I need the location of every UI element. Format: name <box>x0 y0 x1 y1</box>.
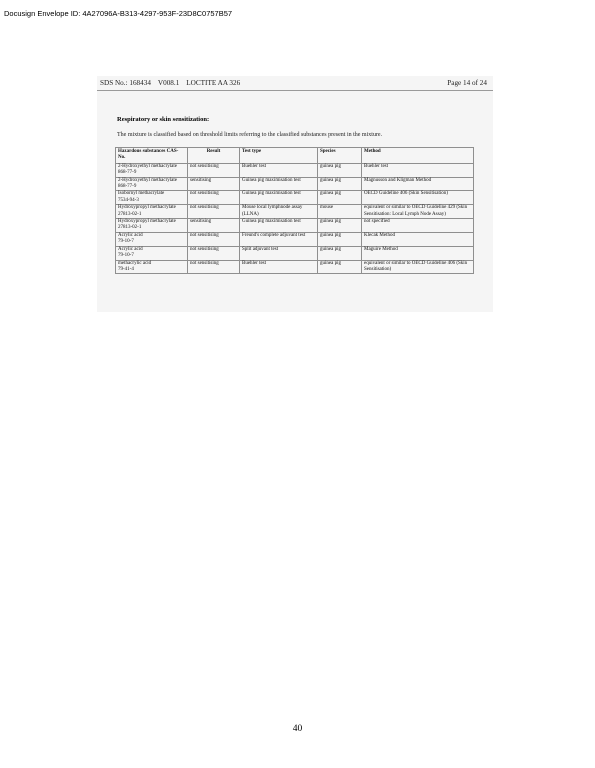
substance-name: 2-Hydroxyethyl methacrylate <box>118 163 178 169</box>
cell-method: equivalent or similar to OECD Guideline 429 (Skin Sensitisation: Local Lymph Node Assay) <box>362 205 474 219</box>
table-row <box>116 191 474 205</box>
cell-substance <box>116 260 188 274</box>
substance-name: Isobornyl methacrylate <box>118 191 165 197</box>
cell-result: not sensitising <box>188 246 240 260</box>
cell-method: Klecak Method <box>362 232 474 246</box>
cell-substance <box>116 163 188 177</box>
table-header-row <box>116 148 474 164</box>
cell-result: not sensitising <box>188 232 240 246</box>
cell-species: mouse <box>318 205 362 219</box>
cell-species: guinea pig <box>318 191 362 205</box>
cell-species: guinea pig <box>318 177 362 191</box>
cell-test-type: Freund's complete adjuvant test <box>240 232 318 246</box>
sensitization-table <box>115 147 474 274</box>
cell-method: Buehler test <box>362 163 474 177</box>
page-header <box>97 76 493 91</box>
cas-number: 27813-02-1 <box>118 211 142 217</box>
table-row <box>116 163 474 177</box>
cell-species: guinea pig <box>318 163 362 177</box>
table-row <box>116 205 474 219</box>
cell-test-type: Split adjuvant test <box>240 246 318 260</box>
cas-number: 27813-02-1 <box>118 225 142 231</box>
cell-result: not sensitising <box>188 191 240 205</box>
cell-substance <box>116 205 188 219</box>
substance-name: Acrylic acid <box>118 246 143 252</box>
cell-species: guinea pig <box>318 232 362 246</box>
cell-test-type: Buehler test <box>240 163 318 177</box>
cell-result: not sensitising <box>188 163 240 177</box>
cell-species: guinea pig <box>318 246 362 260</box>
substance-name: Acrylic acid <box>118 232 143 238</box>
cell-test-type: Guinea pig maximisation test <box>240 219 318 233</box>
col-header-method: Method <box>362 148 474 164</box>
table-row <box>116 232 474 246</box>
table-row <box>116 177 474 191</box>
cell-result: sensitising <box>188 177 240 191</box>
version: V008.1 <box>157 79 180 87</box>
cell-test-type: Buehler test <box>240 260 318 274</box>
cas-number: 868-77-9 <box>118 184 137 190</box>
cas-number: 868-77-9 <box>118 170 137 176</box>
cell-method: not specified <box>362 219 474 233</box>
cell-substance <box>116 246 188 260</box>
cell-substance <box>116 191 188 205</box>
cas-number: 79-41-4 <box>118 266 134 272</box>
section-title: Respiratory or skin sensitization: <box>117 116 210 123</box>
substance-name: Hydroxypropyl methacrylate <box>118 219 176 225</box>
cas-number: 7534-94-3 <box>118 197 139 203</box>
cell-result: not sensitising <box>188 205 240 219</box>
cell-substance <box>116 177 188 191</box>
cell-substance <box>116 219 188 233</box>
cell-species: guinea pig <box>318 219 362 233</box>
col-header-test-type: Test type <box>240 148 318 164</box>
cell-method: Maguire Method <box>362 246 474 260</box>
cell-test-type: Guinea pig maximisation test <box>240 191 318 205</box>
substance-name: methacrylic acid <box>118 260 152 266</box>
product-name: LOCTITE AA 326 <box>186 79 241 87</box>
cell-result: not sensitising <box>188 260 240 274</box>
sds-number: SDS No.: 168434 <box>100 79 151 87</box>
table-row <box>116 219 474 233</box>
cas-number: 79-10-7 <box>118 239 134 245</box>
substance-name: Hydroxypropyl methacrylate <box>118 205 176 211</box>
col-header-substance: Hazardous substances CAS-No. <box>116 148 188 164</box>
substance-name: 2-Hydroxyethyl methacrylate <box>118 177 178 183</box>
cell-result: sensitising <box>188 219 240 233</box>
col-header-species: Species <box>318 148 362 164</box>
section-intro: The mixture is classified based on threshold limits referring to the classified substances present in the mixture. <box>117 132 383 138</box>
cell-test-type: Guinea pig maximisation test <box>240 177 318 191</box>
document-page <box>97 76 493 312</box>
page-number: 40 <box>292 724 303 734</box>
cell-method: OECD Guideline 406 (Skin Sensitisation) <box>362 191 474 205</box>
envelope-id: Docusign Envelope ID: 4A27096A-B313-4297-953F-23D8C0757B57 <box>4 9 233 18</box>
page-indicator: Page 14 of 24 <box>447 79 487 87</box>
cell-method: equivalent or similar to OECD Guideline 406 (Skin Sensitisation) <box>362 260 474 274</box>
cell-method: Magnusson and Kligman Method <box>362 177 474 191</box>
cell-test-type: Mouse local lymphnode assay (LLNA) <box>240 205 318 219</box>
cas-number: 79-10-7 <box>118 253 134 259</box>
col-header-result: Result <box>188 148 240 164</box>
table-row <box>116 260 474 274</box>
table-row <box>116 246 474 260</box>
cell-substance <box>116 232 188 246</box>
cell-species: guinea pig <box>318 260 362 274</box>
